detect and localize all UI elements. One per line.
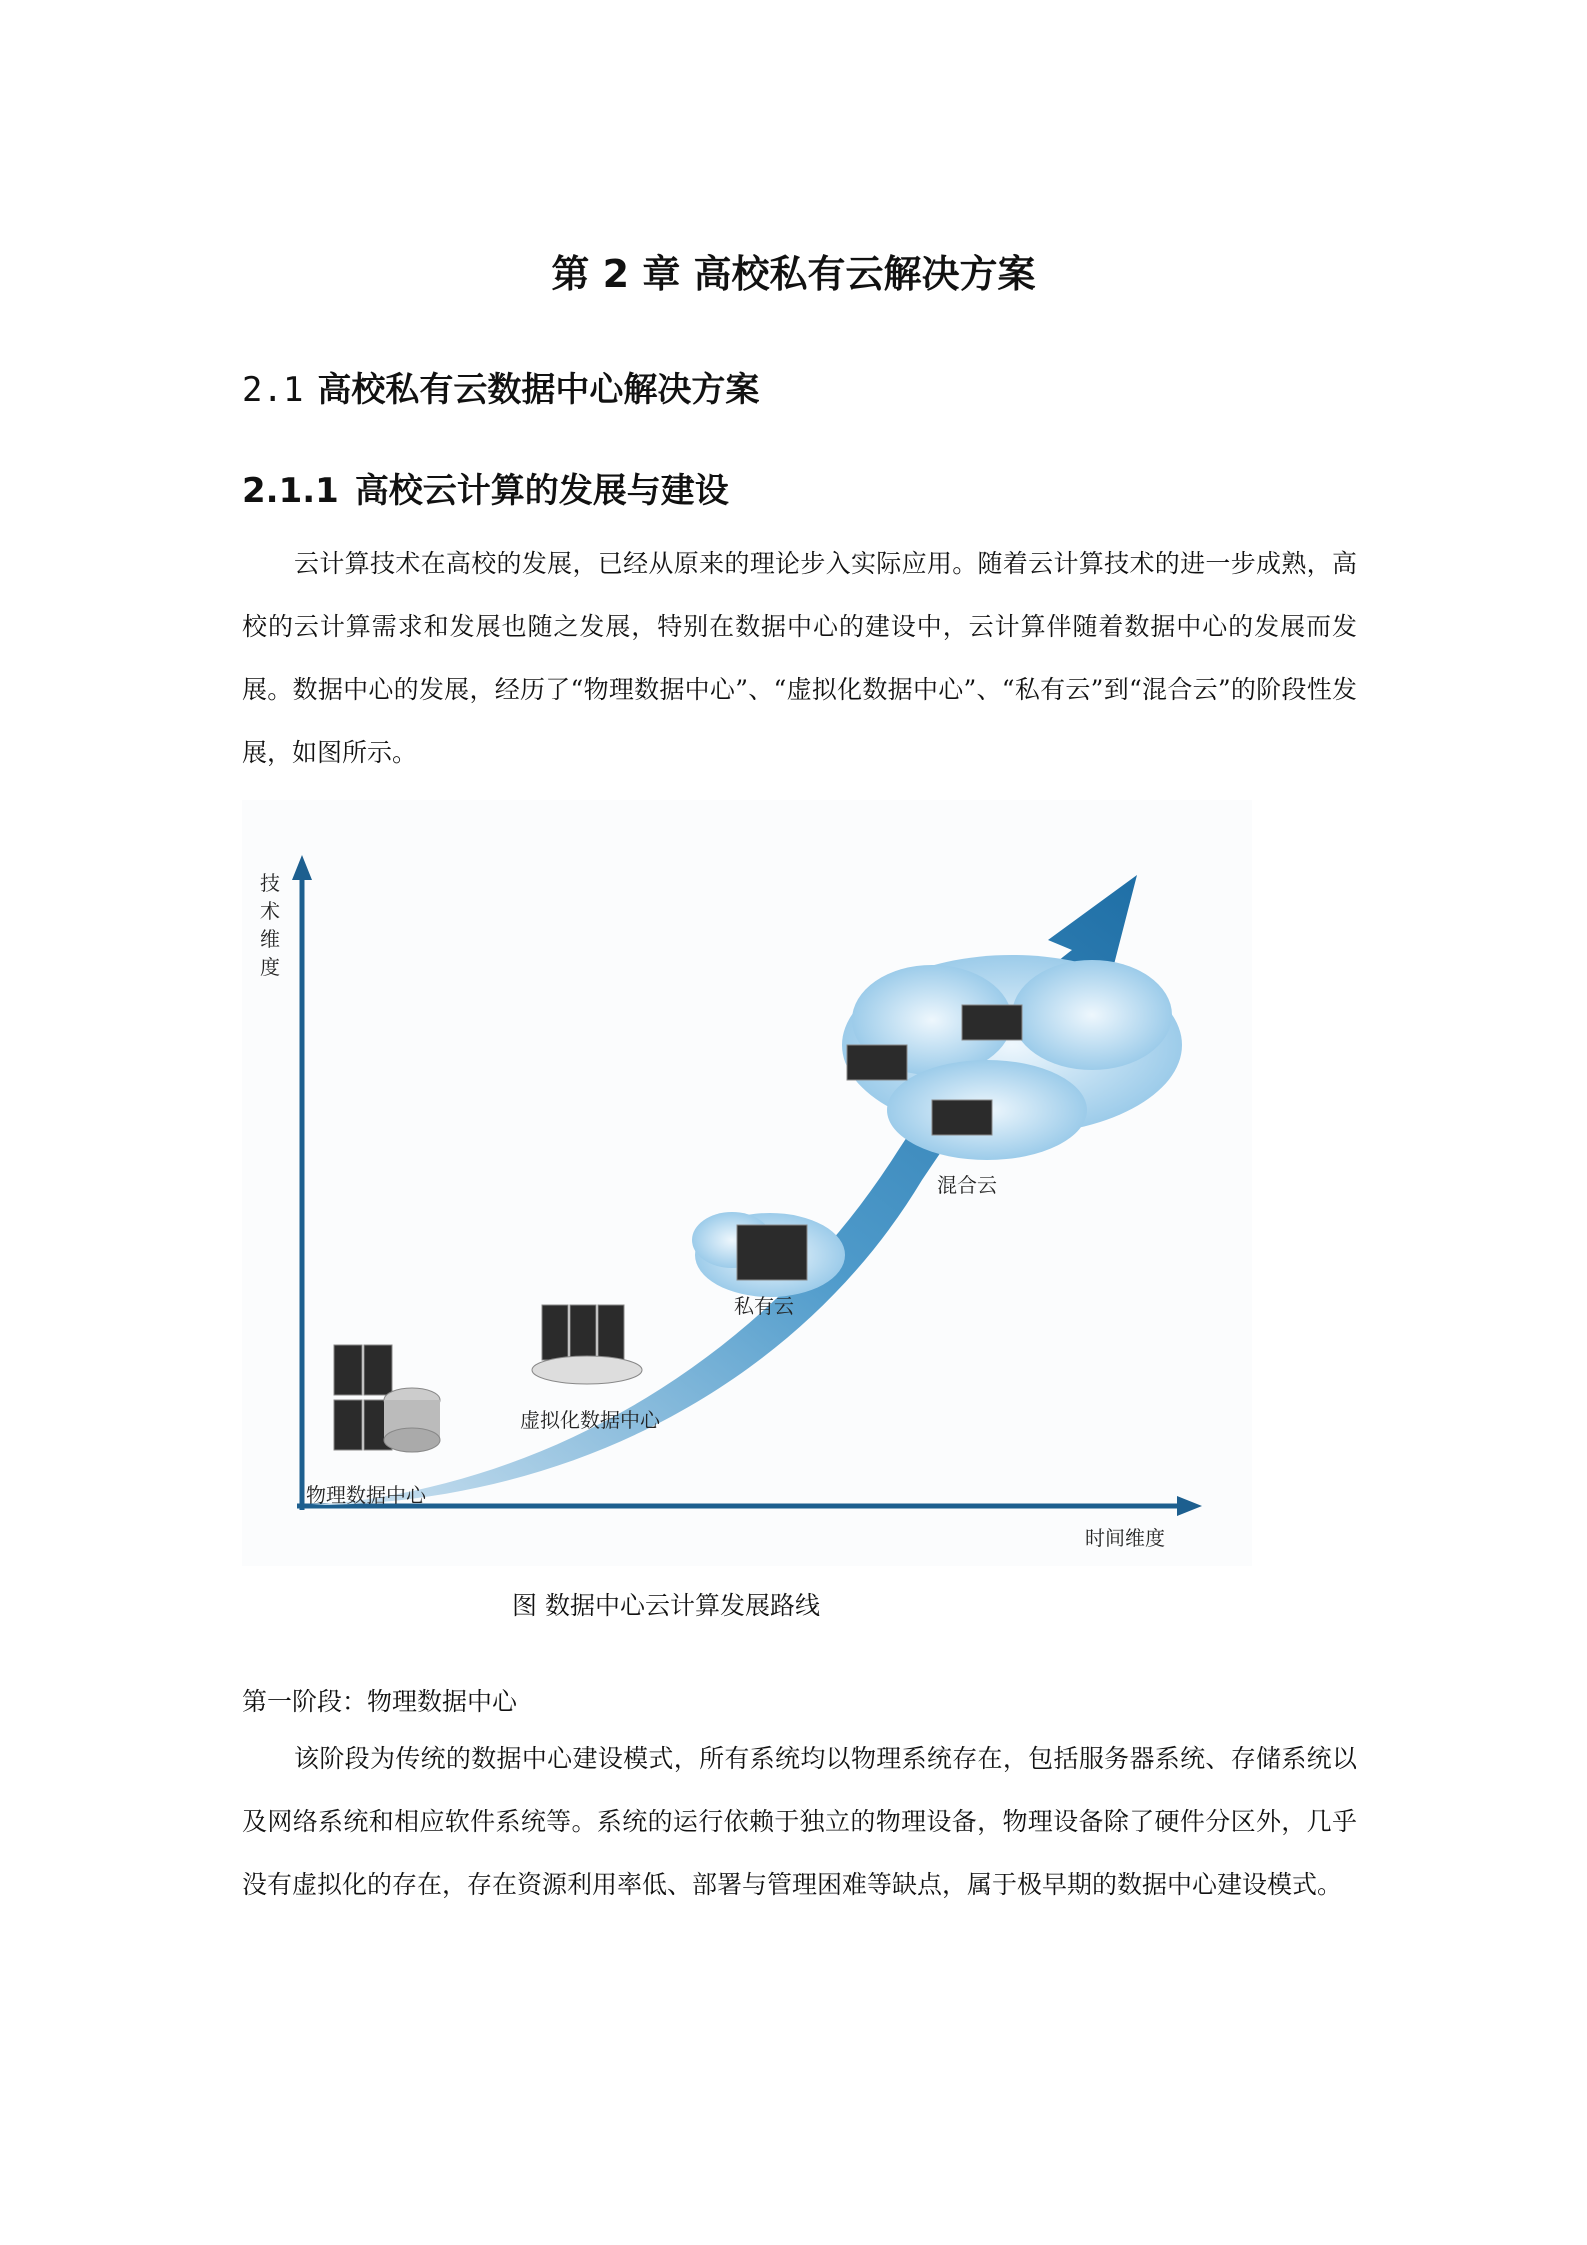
y-axis (292, 855, 312, 1510)
stage1-paragraph (242, 1727, 1357, 1916)
y-axis-label-3: 维 (260, 927, 280, 951)
section-number: 2.1 (242, 370, 304, 410)
chapter-title: 第 2 章 高校私有云解决方案 (551, 252, 1036, 296)
section-heading (242, 362, 759, 411)
intro-text: 云计算技术在高校的发展，已经从原来的理论步入实际应用。随着云计算技术的进一步成熟，高校的云计算需求和发展也随之发展，特别在数据中心的建设中，云计算伴随着数据中心的发展而发展。数据中心的发展，经历了“物理数据中心”、“虚拟化数据中心”、“私有云”到“混合云”的阶段性发展，如图所示。 (242, 549, 1357, 767)
subsection-heading (242, 463, 729, 512)
stage1-text: 该阶段为传统的数据中心建设模式，所有系统均以物理系统存在，包括服务器系统、存储系统以及网络系统和相应软件系统等。系统的运行依赖于独立的物理设备，物理设备除了硬件分区外，几乎没有虚拟化的存在，存在资源利用率低、部署与管理困难等缺点，属于极早期的数据中心建设模式。 (242, 1744, 1357, 1899)
stage-label-physical: 物理数据中心 (306, 1483, 426, 1507)
subsection-number: 2.1.1 (242, 471, 339, 511)
intro-paragraph (242, 532, 1357, 784)
figure-caption: 图 数据中心云计算发展路线 (512, 1591, 820, 1620)
stage1-heading: 第一阶段：物理数据中心 (242, 1687, 518, 1716)
subsection-title: 高校云计算的发展与建设 (354, 471, 729, 511)
stage-label-virtual: 虚拟化数据中心 (520, 1408, 660, 1432)
x-axis (297, 1496, 1202, 1516)
x-axis-label: 时间维度 (1085, 1526, 1165, 1550)
stage-label-private: 私有云 (734, 1294, 794, 1318)
stage-label-hybrid: 混合云 (937, 1173, 997, 1197)
y-axis-label-2: 术 (260, 899, 280, 923)
y-axis-label-4: 度 (260, 955, 280, 979)
development-roadmap-figure (242, 800, 1252, 1566)
y-axis-label-1: 技 (260, 871, 280, 895)
section-title: 高校私有云数据中心解决方案 (317, 370, 760, 410)
